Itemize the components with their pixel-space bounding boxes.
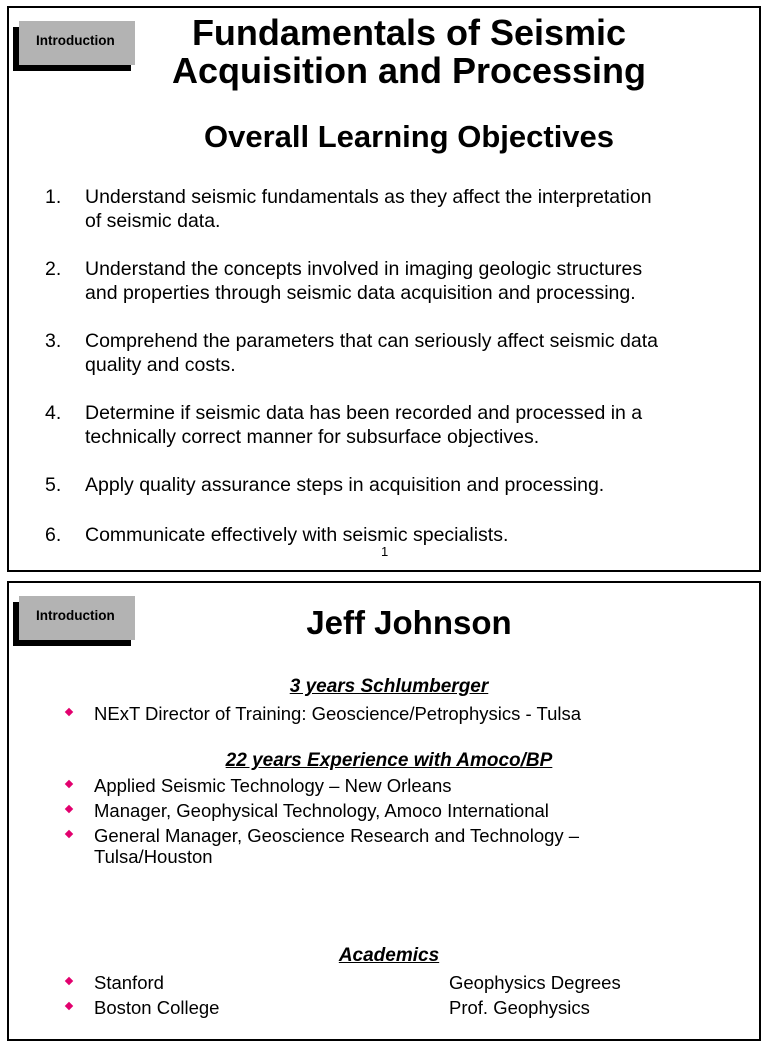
objective-line: Communicate effectively with seismic specialists.	[85, 524, 509, 546]
bullet-diamond-icon	[65, 780, 73, 788]
section-heading: 22 years Experience with Amoco/BP	[225, 750, 553, 771]
objective-line: Apply quality assurance steps in acquisition and processing.	[85, 474, 605, 496]
list-item-line: General Manager, Geoscience Research and Technology –	[94, 825, 580, 846]
objective-line: technically correct manner for subsurface objectives.	[85, 426, 540, 448]
list-item-text: Applied Seismic Technology – New Orleans	[94, 775, 452, 796]
objective-line: Determine if seismic data has been recorded and processed in a	[85, 402, 643, 424]
section-heading: 3 years Schlumberger	[289, 676, 489, 697]
objective-line: and properties through seismic data acquisition and processing.	[85, 282, 636, 304]
bullet-diamond-icon	[65, 805, 73, 813]
list-item-detail: Geophysics Degrees	[449, 972, 621, 993]
objective-text	[85, 257, 745, 305]
list-item-detail: Prof. Geophysics	[449, 997, 590, 1018]
section-heading: Academics	[338, 945, 440, 966]
list-item-text: Boston College	[94, 997, 220, 1018]
objective-text	[85, 523, 745, 547]
objective-number: 4.	[45, 402, 62, 424]
objective-line: quality and costs.	[85, 354, 236, 376]
objective-number: 5.	[45, 474, 62, 496]
list-item-text	[94, 825, 614, 867]
title-line-2: Acquisition and Processing	[171, 50, 647, 91]
objective-number: 3.	[45, 330, 62, 352]
bullet-diamond-icon	[65, 1002, 73, 1010]
section-tag: Introduction	[19, 21, 135, 65]
objective-number: 6.	[45, 524, 62, 546]
list-item-text: Manager, Geophysical Technology, Amoco International	[94, 800, 549, 821]
section-tag: Introduction	[19, 596, 135, 640]
bullet-diamond-icon	[65, 830, 73, 838]
bullet-diamond-icon	[65, 708, 73, 716]
slide-title	[129, 14, 689, 90]
objective-number: 2.	[45, 258, 62, 280]
objective-line: Understand seismic fundamentals as they affect the interpretation	[85, 186, 652, 208]
objective-line: Comprehend the parameters that can seriously affect seismic data	[85, 330, 659, 352]
objective-line: Understand the concepts involved in imaging geologic structures	[85, 258, 643, 280]
objective-text	[85, 329, 745, 377]
slide-subtitle: Overall Learning Objectives	[203, 119, 615, 154]
list-item-text: Stanford	[94, 972, 164, 993]
objective-number: 1.	[45, 186, 62, 208]
title-line-1: Fundamentals of Seismic	[191, 12, 627, 53]
slide-1	[7, 6, 761, 572]
bullet-diamond-icon	[65, 977, 73, 985]
slide-2	[7, 581, 761, 1041]
list-item-line: Tulsa/Houston	[94, 846, 213, 867]
objective-line: of seismic data.	[85, 210, 221, 232]
page-number: 1	[381, 544, 389, 559]
objective-text	[85, 185, 745, 233]
objective-text	[85, 401, 745, 449]
slide-title: Jeff Johnson	[306, 604, 512, 641]
list-item-text: NExT Director of Training: Geoscience/Petrophysics - Tulsa	[94, 703, 582, 724]
objective-text	[85, 473, 745, 497]
